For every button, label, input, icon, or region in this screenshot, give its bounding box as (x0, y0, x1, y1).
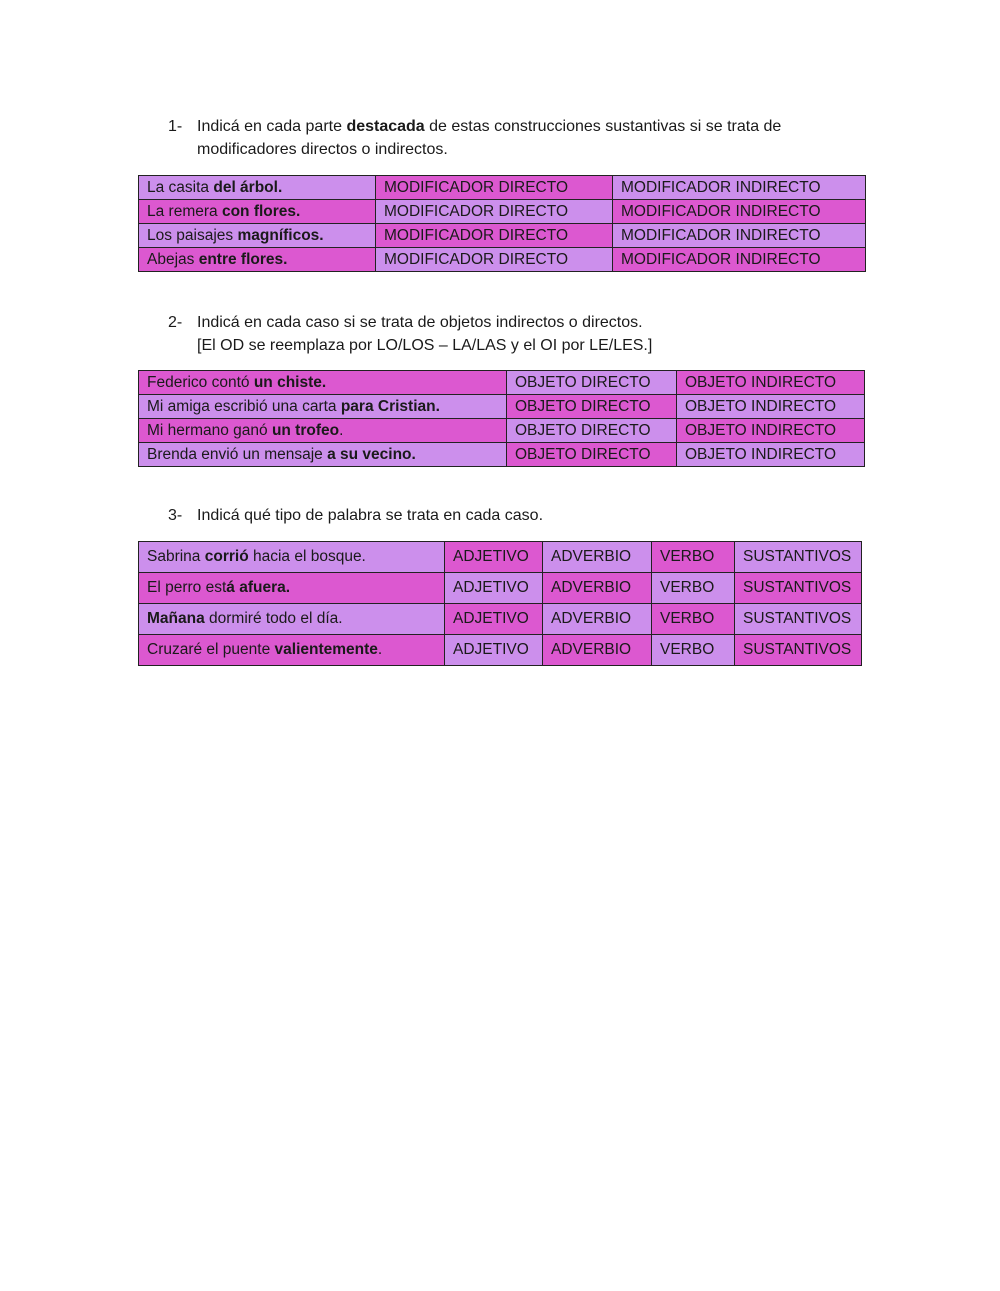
table-row (139, 395, 865, 419)
option-adjetivo[interactable]: ADJETIVO (445, 573, 543, 604)
option-objeto-directo[interactable]: OBJETO DIRECTO (507, 395, 677, 419)
sentence-cell: Abejas entre flores. (139, 248, 376, 272)
option-adverbio[interactable]: ADVERBIO (543, 604, 652, 635)
option-modificador-directo[interactable]: MODIFICADOR DIRECTO (376, 224, 613, 248)
table-row (139, 176, 866, 200)
option-modificador-indirecto[interactable]: MODIFICADOR INDIRECTO (613, 176, 866, 200)
table-row (139, 604, 862, 635)
sentence-cell: Mi hermano ganó un trofeo. (139, 419, 507, 443)
table-row (139, 635, 862, 666)
option-adjetivo[interactable]: ADJETIVO (445, 604, 543, 635)
option-verbo[interactable]: VERBO (652, 604, 735, 635)
option-objeto-directo[interactable]: OBJETO DIRECTO (507, 419, 677, 443)
table-row (139, 371, 865, 395)
option-adverbio[interactable]: ADVERBIO (543, 635, 652, 666)
option-sustantivos[interactable]: SUSTANTIVOS (735, 542, 862, 573)
option-adjetivo[interactable]: ADJETIVO (445, 542, 543, 573)
option-objeto-indirecto[interactable]: OBJETO INDIRECTO (677, 419, 865, 443)
sentence-cell: La remera con flores. (139, 200, 376, 224)
sentence-cell: Federico contó un chiste. (139, 371, 507, 395)
question-3 (168, 504, 543, 527)
option-modificador-indirecto[interactable]: MODIFICADOR INDIRECTO (613, 200, 866, 224)
table-row (139, 573, 862, 604)
option-objeto-directo[interactable]: OBJETO DIRECTO (507, 443, 677, 467)
option-adverbio[interactable]: ADVERBIO (543, 542, 652, 573)
option-verbo[interactable]: VERBO (652, 573, 735, 604)
table-row (139, 248, 866, 272)
option-objeto-indirecto[interactable]: OBJETO INDIRECTO (677, 443, 865, 467)
option-sustantivos[interactable]: SUSTANTIVOS (735, 573, 862, 604)
question-1-prompt: Indicá en cada parte destacada de estas construcciones sustantivas si se trata de modificadores directos o indirectos. (197, 118, 782, 158)
question-3-number: 3- (168, 507, 183, 524)
sentence-cell: Los paisajes magníficos. (139, 224, 376, 248)
table-row (139, 419, 865, 443)
sentence-cell: Mi amiga escribió una carta para Cristian. (139, 395, 507, 419)
table-objetos (138, 370, 865, 467)
option-modificador-indirecto[interactable]: MODIFICADOR INDIRECTO (613, 224, 866, 248)
sentence-cell: Brenda envió un mensaje a su vecino. (139, 443, 507, 467)
option-modificador-directo[interactable]: MODIFICADOR DIRECTO (376, 248, 613, 272)
option-objeto-directo[interactable]: OBJETO DIRECTO (507, 371, 677, 395)
sentence-cell: El perro está afuera. (139, 573, 445, 604)
question-2-prompt: Indicá en cada caso si se trata de objetos indirectos o directos. [El OD se reemplaza por LO/LOS – LA/LAS y el OI por LE/LES.] (197, 314, 653, 354)
option-adjetivo[interactable]: ADJETIVO (445, 635, 543, 666)
question-3-prompt: Indicá qué tipo de palabra se trata en cada caso. (197, 507, 544, 524)
option-modificador-directo[interactable]: MODIFICADOR DIRECTO (376, 176, 613, 200)
sentence-cell: Sabrina corrió hacia el bosque. (139, 542, 445, 573)
sentence-cell: Cruzaré el puente valientemente. (139, 635, 445, 666)
option-sustantivos[interactable]: SUSTANTIVOS (735, 604, 862, 635)
question-2-number: 2- (168, 314, 183, 331)
option-objeto-indirecto[interactable]: OBJETO INDIRECTO (677, 371, 865, 395)
option-objeto-indirecto[interactable]: OBJETO INDIRECTO (677, 395, 865, 419)
question-2 (168, 311, 652, 357)
table-row (139, 542, 862, 573)
table-row (139, 200, 866, 224)
option-modificador-directo[interactable]: MODIFICADOR DIRECTO (376, 200, 613, 224)
question-1 (168, 115, 781, 161)
table-row (139, 443, 865, 467)
sentence-cell: Mañana dormiré todo el día. (139, 604, 445, 635)
option-adverbio[interactable]: ADVERBIO (543, 573, 652, 604)
option-sustantivos[interactable]: SUSTANTIVOS (735, 635, 862, 666)
sentence-cell: La casita del árbol. (139, 176, 376, 200)
option-modificador-indirecto[interactable]: MODIFICADOR INDIRECTO (613, 248, 866, 272)
question-1-number: 1- (168, 118, 183, 135)
table-row (139, 224, 866, 248)
table-tipo-palabra (138, 541, 862, 666)
option-verbo[interactable]: VERBO (652, 542, 735, 573)
option-verbo[interactable]: VERBO (652, 635, 735, 666)
table-modificadores (138, 175, 866, 272)
